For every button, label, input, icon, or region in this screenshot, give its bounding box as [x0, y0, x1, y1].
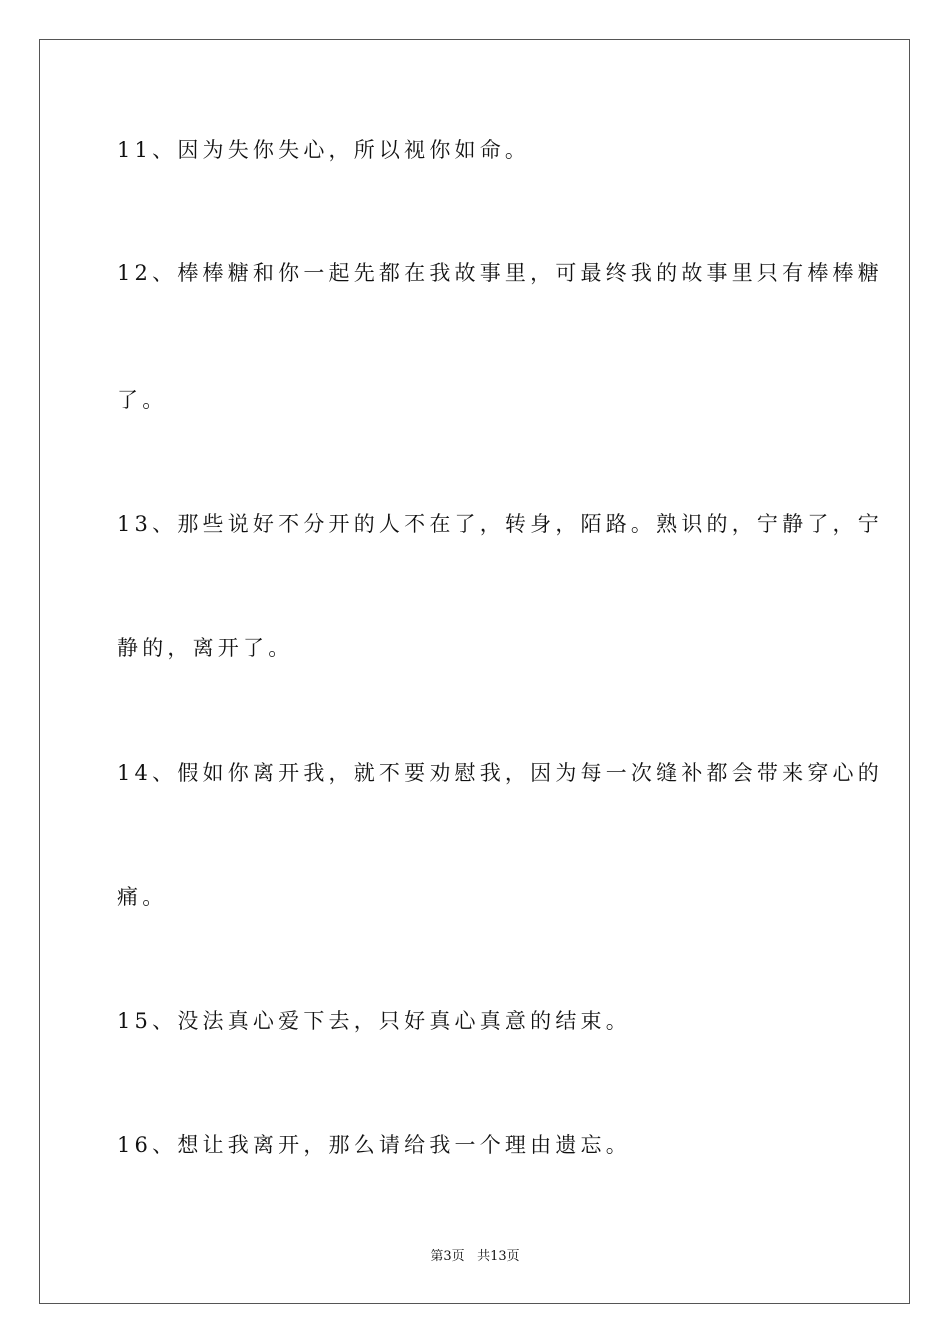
text-line: 16、想让我离开，那么请给我一个理由遗忘。: [117, 1133, 631, 1157]
text-line: 14、假如你离开我，就不要劝慰我，因为每一次缝补都会带来穿心的: [117, 761, 883, 785]
page-footer: [0, 1248, 950, 1266]
page-total: 共13页: [477, 1249, 520, 1264]
text-line: 12、棒棒糖和你一起先都在我故事里，可最终我的故事里只有棒棒糖: [117, 261, 883, 285]
text-line: 15、没法真心爱下去，只好真心真意的结束。: [117, 1009, 631, 1033]
page-number: 第3页: [430, 1249, 465, 1264]
text-line: 痛。: [117, 885, 168, 909]
text-line: 13、那些说好不分开的人不在了，转身，陌路。熟识的，宁静了，宁: [117, 512, 883, 536]
text-line: 11、因为失你失心，所以视你如命。: [117, 138, 531, 162]
page-frame: [39, 39, 910, 1304]
text-line: 静的，离开了。: [117, 636, 294, 660]
text-line: 了。: [117, 388, 168, 412]
